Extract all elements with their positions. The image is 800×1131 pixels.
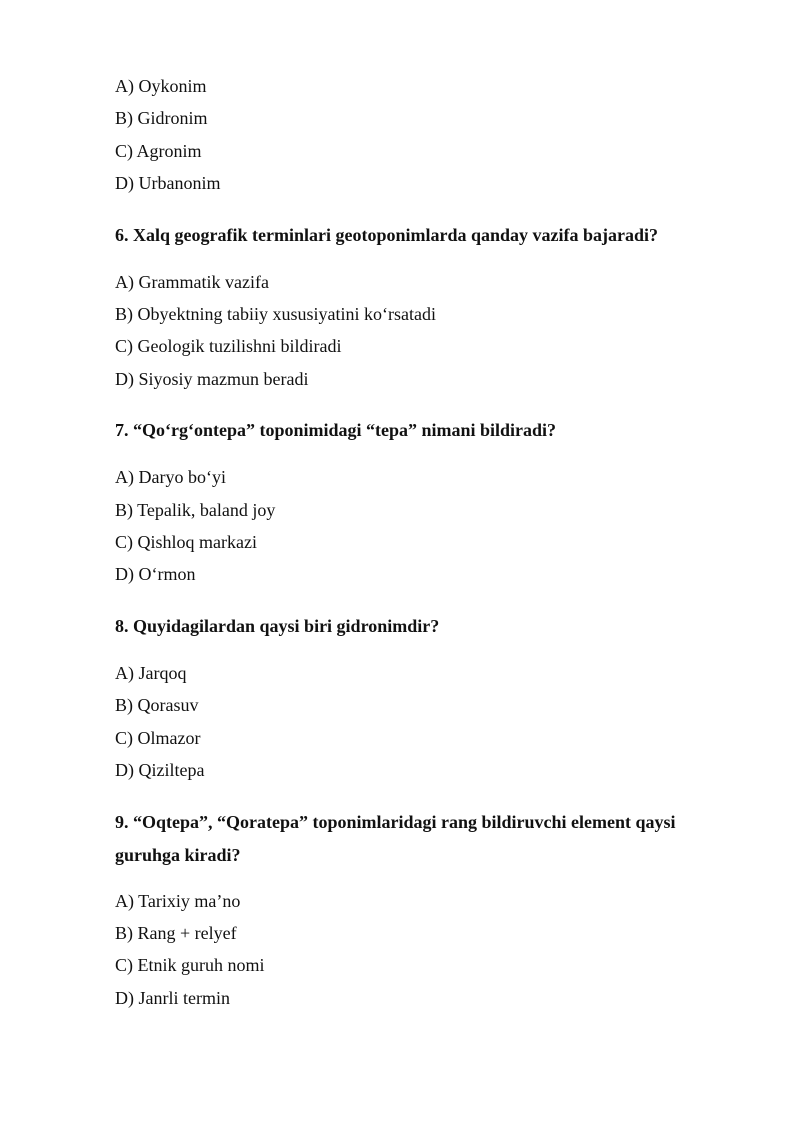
option-a: A) Tarixiy ma’no xyxy=(115,890,241,911)
option-a: A) Jarqoq xyxy=(115,662,187,683)
option-b: B) Obyektning tabiiy xususiyatini ko‘rsatadi xyxy=(115,304,436,325)
question-text: 7. “Qo‘rg‘ontepa” toponimidagi “tepa” nimani bildiradi? xyxy=(115,420,557,441)
option-a: A) Oykonim xyxy=(115,76,207,96)
option-b: B) Qorasuv xyxy=(115,695,199,716)
option-d: D) Siyosiy mazmun beradi xyxy=(115,368,309,389)
option-c: C) Olmazor xyxy=(115,727,201,748)
option-c: C) Etnik guruh nomi xyxy=(115,955,265,976)
option-d: D) Janrli termin xyxy=(115,987,230,1008)
option-c: C) Agronim xyxy=(115,140,202,161)
option-d: D) Qiziltepa xyxy=(115,760,205,781)
question-7 xyxy=(115,414,715,591)
option-b: B) Gidronim xyxy=(115,108,208,129)
question-6 xyxy=(115,219,715,396)
option-a: A) Daryo bo‘yi xyxy=(115,467,226,488)
option-b: B) Tepalik, baland joy xyxy=(115,499,276,520)
question-text: 9. “Oqtepa”, “Qoratepa” toponimlaridagi rang bildiruvchi element qaysi guruhga kiradi? xyxy=(115,811,676,865)
question-8 xyxy=(115,610,715,787)
option-c: C) Geologik tuzilishni bildiradi xyxy=(115,336,342,357)
prev-question-options xyxy=(115,70,715,200)
option-a: A) Grammatik vazifa xyxy=(115,271,269,292)
question-text: 8. Quyidagilardan qaysi biri gidronimdir? xyxy=(115,615,440,636)
document-page xyxy=(115,70,715,1014)
option-d: D) O‘rmon xyxy=(115,564,196,585)
question-text: 6. Xalq geografik terminlari geotoponimlarda qanday vazifa bajaradi? xyxy=(115,224,658,245)
option-c: C) Qishloq markazi xyxy=(115,532,257,553)
question-9 xyxy=(115,806,715,1015)
option-b: B) Rang + relyef xyxy=(115,922,237,943)
option-d: D) Urbanonim xyxy=(115,173,221,194)
